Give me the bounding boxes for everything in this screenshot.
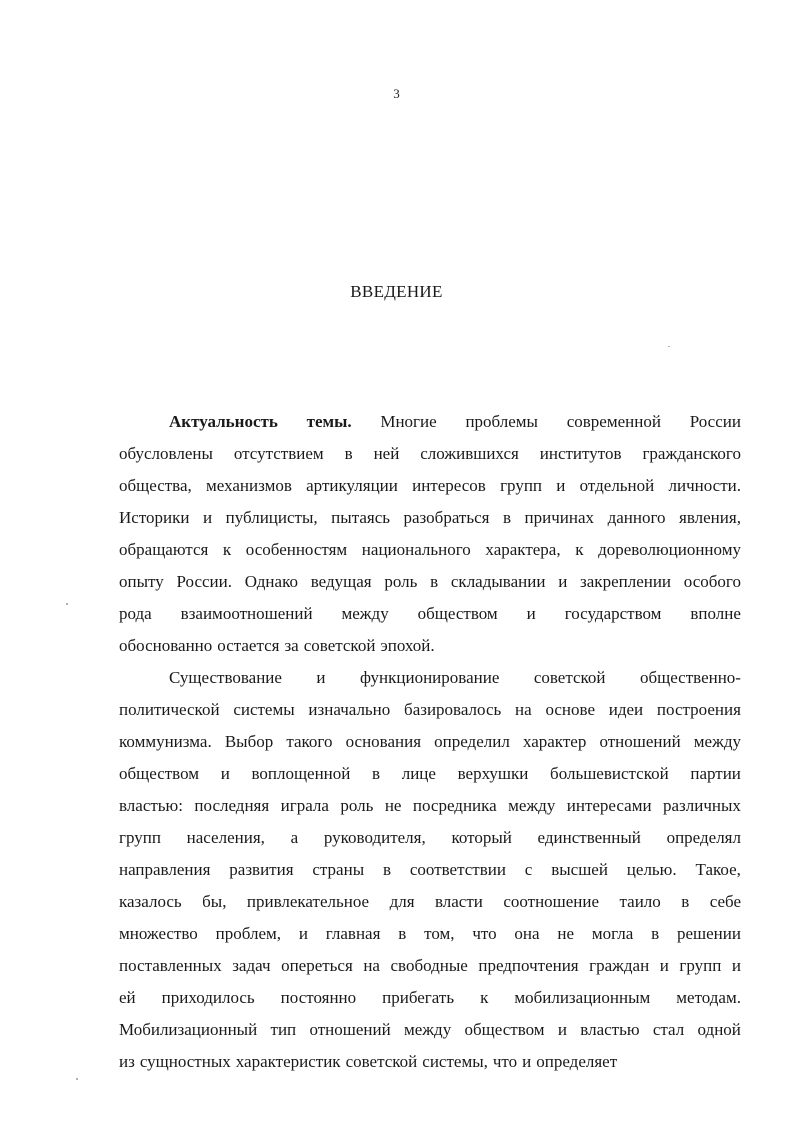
- word: в: [430, 572, 439, 591]
- word: не: [557, 924, 575, 943]
- page-number: 3: [393, 86, 400, 101]
- word: сложившихся: [420, 444, 519, 463]
- word: в: [651, 924, 660, 943]
- word: ней: [373, 444, 400, 463]
- word: она: [514, 924, 540, 943]
- word: и: [522, 1052, 532, 1071]
- word: Однако: [244, 572, 298, 591]
- word: остается: [217, 636, 280, 655]
- word: такого: [286, 732, 333, 751]
- word: данного: [607, 508, 666, 527]
- word: советской: [303, 636, 376, 655]
- word: направления: [119, 860, 211, 879]
- word: механизмов: [206, 476, 292, 495]
- word: таило: [619, 892, 661, 911]
- word: ведущая: [310, 572, 372, 591]
- text-line: [119, 822, 741, 854]
- word: бы,: [202, 892, 227, 911]
- word: Историки: [119, 508, 190, 527]
- word: опыту: [119, 572, 164, 591]
- word: проблем,: [215, 924, 282, 943]
- word: рода: [119, 604, 152, 623]
- word: гражданского: [642, 444, 741, 463]
- word: основе: [545, 700, 595, 719]
- word: взаимоотношений: [180, 604, 313, 623]
- word: из: [119, 1052, 135, 1071]
- word: интересами: [566, 796, 652, 815]
- word: базировалось: [404, 700, 502, 719]
- word: институтов: [539, 444, 622, 463]
- word: населения,: [186, 828, 265, 847]
- word: посредника: [412, 796, 497, 815]
- word: сущностных: [139, 1052, 231, 1071]
- word: решении: [676, 924, 741, 943]
- word: и: [526, 604, 536, 623]
- word: а: [290, 828, 299, 847]
- word: Многие: [380, 412, 437, 431]
- word: к: [575, 540, 584, 559]
- word: стал: [652, 1020, 685, 1039]
- word: системы,: [422, 1052, 488, 1071]
- section-title: ВВЕДЕНИЕ: [350, 282, 443, 301]
- word: дореволюционному: [598, 540, 741, 559]
- scan-speck: [668, 346, 670, 347]
- word: политической: [119, 700, 220, 719]
- word: в: [398, 924, 407, 943]
- word: казалось: [119, 892, 182, 911]
- word: задач: [232, 956, 271, 975]
- word: роль: [340, 796, 374, 815]
- word: эпохой.: [380, 636, 435, 655]
- word: отдельной: [579, 476, 655, 495]
- word: темы.: [306, 412, 352, 431]
- word: советской: [345, 1052, 418, 1071]
- word: советской: [533, 668, 606, 687]
- word: власти: [434, 892, 483, 911]
- word: и: [557, 1020, 567, 1039]
- word: функционирование: [359, 668, 500, 687]
- text-line: [119, 950, 741, 982]
- word: характер: [522, 732, 587, 751]
- word: между: [341, 604, 389, 623]
- text-line: [119, 1046, 741, 1078]
- word: между: [404, 1020, 452, 1039]
- text-line: [119, 982, 741, 1014]
- word: главная: [325, 924, 381, 943]
- word: единственный: [537, 828, 641, 847]
- word: что: [492, 1052, 518, 1071]
- word: вполне: [690, 604, 741, 623]
- word: играла: [280, 796, 329, 815]
- word: отсутствием: [233, 444, 324, 463]
- word: могла: [591, 924, 634, 943]
- word: обществом: [464, 1020, 545, 1039]
- text-line: [119, 470, 741, 502]
- word: партии: [690, 764, 741, 783]
- word: поставленных: [119, 956, 222, 975]
- word: обществом: [119, 764, 200, 783]
- word: определяет: [536, 1052, 618, 1071]
- word: обществом: [417, 604, 498, 623]
- word: построения: [656, 700, 741, 719]
- word: постоянно: [280, 988, 357, 1007]
- word: между: [508, 796, 556, 815]
- word: особенностям: [245, 540, 348, 559]
- word: пытаясь: [331, 508, 390, 527]
- text-line: [119, 502, 741, 534]
- text-line: [119, 726, 741, 758]
- word: Выбор: [224, 732, 274, 751]
- word: на: [363, 956, 380, 975]
- word: методам.: [676, 988, 741, 1007]
- word: артикуляции: [306, 476, 398, 495]
- text-line: [119, 1014, 741, 1046]
- text-line: [119, 630, 741, 662]
- word: характеристик: [235, 1052, 341, 1071]
- word: властью:: [119, 796, 183, 815]
- word: в: [382, 860, 392, 879]
- word: и: [203, 508, 213, 527]
- word: себе: [709, 892, 741, 911]
- word: прибегать: [382, 988, 455, 1007]
- word: свободные: [390, 956, 468, 975]
- word: привлекательное: [246, 892, 370, 911]
- word: и: [556, 476, 566, 495]
- word: предпочтения: [478, 956, 579, 975]
- word: групп: [679, 956, 722, 975]
- word: для: [389, 892, 415, 911]
- word: одной: [697, 1020, 741, 1039]
- word: характера,: [485, 540, 561, 559]
- text-line: [119, 534, 741, 566]
- word: с: [524, 860, 533, 879]
- word: руководителя,: [323, 828, 426, 847]
- word: особого: [683, 572, 741, 591]
- word: современной: [566, 412, 661, 431]
- body-text: [119, 406, 741, 1078]
- word: Такое,: [695, 860, 741, 879]
- word: России.: [176, 572, 232, 591]
- word: идеи: [608, 700, 644, 719]
- text-line: [119, 438, 741, 470]
- word: публицисты,: [225, 508, 318, 527]
- word: множество: [119, 924, 198, 943]
- word: между: [693, 732, 741, 751]
- word: государством: [564, 604, 662, 623]
- text-line: [119, 854, 741, 886]
- word: основания: [345, 732, 422, 751]
- word: и: [298, 924, 308, 943]
- word: причинах: [524, 508, 595, 527]
- word: что: [472, 924, 497, 943]
- word: и: [659, 956, 669, 975]
- word: соотношение: [503, 892, 600, 911]
- word: явления,: [679, 508, 741, 527]
- text-line: [119, 886, 741, 918]
- word: Существование: [169, 668, 282, 687]
- word: в: [372, 764, 381, 783]
- text-line: [119, 598, 741, 630]
- word: в: [344, 444, 353, 463]
- word: последняя: [194, 796, 270, 815]
- word: и: [316, 668, 326, 687]
- word: к: [480, 988, 489, 1007]
- text-line: [119, 406, 741, 438]
- word: различных: [663, 796, 741, 815]
- word: общественно-: [639, 668, 741, 687]
- word: обращаются: [119, 540, 209, 559]
- word: за: [284, 636, 299, 655]
- word: большевистской: [550, 764, 669, 783]
- word: обусловлены: [119, 444, 213, 463]
- word: определял: [666, 828, 741, 847]
- word: не: [384, 796, 402, 815]
- word: том,: [424, 924, 455, 943]
- word: проблемы: [465, 412, 538, 431]
- word: личности.: [668, 476, 741, 495]
- word: Актуальность: [169, 412, 278, 431]
- scan-speck: [76, 1078, 78, 1080]
- word: интересов: [412, 476, 486, 495]
- paragraph: [119, 662, 741, 1078]
- word: развития: [229, 860, 294, 879]
- word: страны: [312, 860, 365, 879]
- word: складывании: [450, 572, 546, 591]
- word: в: [681, 892, 690, 911]
- word: коммунизма.: [119, 732, 212, 751]
- scan-speck: [66, 603, 68, 605]
- paragraph: [119, 406, 741, 662]
- word: верхушки: [457, 764, 529, 783]
- word: властью: [580, 1020, 640, 1039]
- text-line: [119, 918, 741, 950]
- text-line: [119, 662, 741, 694]
- word: Мобилизационный: [119, 1020, 258, 1039]
- word: высшей: [551, 860, 608, 879]
- word: роль: [384, 572, 418, 591]
- text-line: [119, 694, 741, 726]
- word: ей: [119, 988, 136, 1007]
- word: тип: [270, 1020, 297, 1039]
- word: и: [558, 572, 568, 591]
- word: России: [689, 412, 741, 431]
- word: разобраться: [403, 508, 490, 527]
- word: системы: [233, 700, 295, 719]
- word: обоснованно: [119, 636, 213, 655]
- word: закреплении: [580, 572, 672, 591]
- word: к: [222, 540, 232, 559]
- word: на: [515, 700, 532, 719]
- word: и: [220, 764, 230, 783]
- word: лице: [401, 764, 436, 783]
- word: изначально: [308, 700, 391, 719]
- word: национального: [361, 540, 471, 559]
- word: воплощенной: [251, 764, 351, 783]
- word: опереться: [281, 956, 353, 975]
- word: определил: [434, 732, 510, 751]
- word: отношений: [309, 1020, 391, 1039]
- word: общества,: [119, 476, 192, 495]
- word: мобилизационным: [514, 988, 651, 1007]
- word: групп: [500, 476, 543, 495]
- word: соответствии: [409, 860, 506, 879]
- text-line: [119, 790, 741, 822]
- text-line: [119, 758, 741, 790]
- word: в: [503, 508, 512, 527]
- word: который: [451, 828, 512, 847]
- text-line: [119, 566, 741, 598]
- word: приходилось: [161, 988, 255, 1007]
- word: граждан: [589, 956, 650, 975]
- word: целью.: [626, 860, 677, 879]
- word: отношений: [599, 732, 681, 751]
- word: и: [731, 956, 741, 975]
- word: групп: [119, 828, 161, 847]
